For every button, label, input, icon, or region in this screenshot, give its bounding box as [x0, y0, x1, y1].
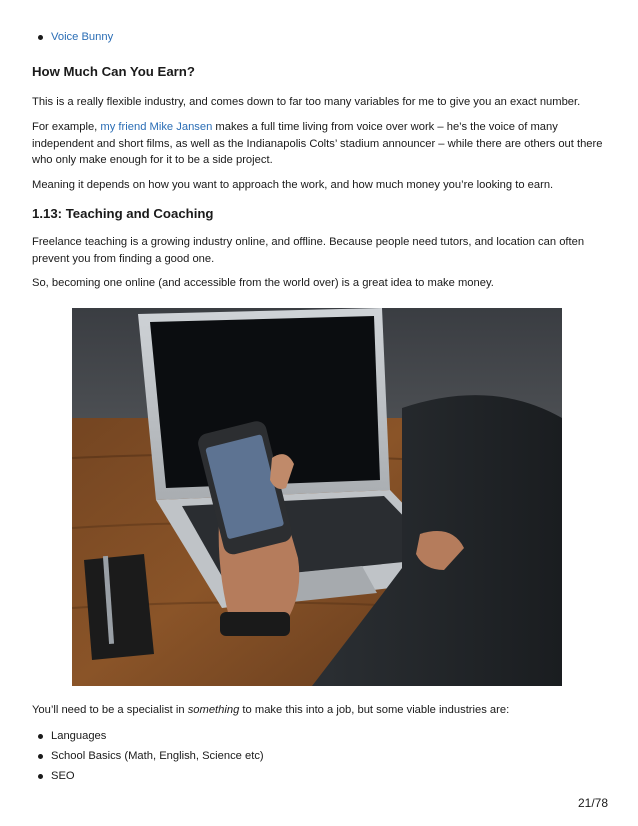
earn-paragraph-2 [32, 119, 608, 169]
teaching-paragraph-3 [32, 702, 608, 719]
list-item: SEO [32, 769, 592, 783]
text-span: makes a full time living from voice over work – he’s the voice of many independent and short films, as well as the Indianapolis Colts’ stadium announcer – while there are others out there who only make enough for it to be a side project. [32, 121, 603, 166]
teaching-paragraph-1: Freelance teaching is a growing industry online, and offline. Because people need tutors, and location can often prevent you from finding a good one. [32, 236, 585, 265]
list-item[interactable] [32, 30, 592, 44]
photo-illustration [72, 308, 562, 686]
industries-list [32, 729, 592, 783]
earn-heading: How Much Can You Earn? [32, 64, 195, 79]
teaching-paragraph-2: So, becoming one online (and accessible from the world over) is a great idea to make money. [32, 277, 494, 289]
mike-jansen-link[interactable]: my friend Mike Jansen [100, 121, 213, 133]
teaching-heading: 1.13: Teaching and Coaching [32, 206, 214, 221]
list-item: Languages [32, 729, 592, 743]
text-span: For example, [32, 121, 101, 133]
text-span: You’ll need to be a specialist in [32, 704, 188, 716]
earn-paragraph-1: This is a really flexible industry, and comes down to far too many variables for me to give you an exact number. [32, 96, 581, 108]
list-item: School Basics (Math, English, Science etc) [32, 749, 592, 763]
voice-bunny-link[interactable]: Voice Bunny [51, 31, 114, 43]
page-number: 21/78 [577, 796, 608, 810]
text-span: to make this into a job, but some viable industries are: [239, 704, 510, 716]
earn-paragraph-3: Meaning it depends on how you want to approach the work, and how much money you’re looking to earn. [32, 179, 554, 191]
laptop-phone-photo [72, 308, 562, 686]
top-bullet-list [32, 30, 592, 44]
emphasis-text: something [187, 704, 240, 716]
